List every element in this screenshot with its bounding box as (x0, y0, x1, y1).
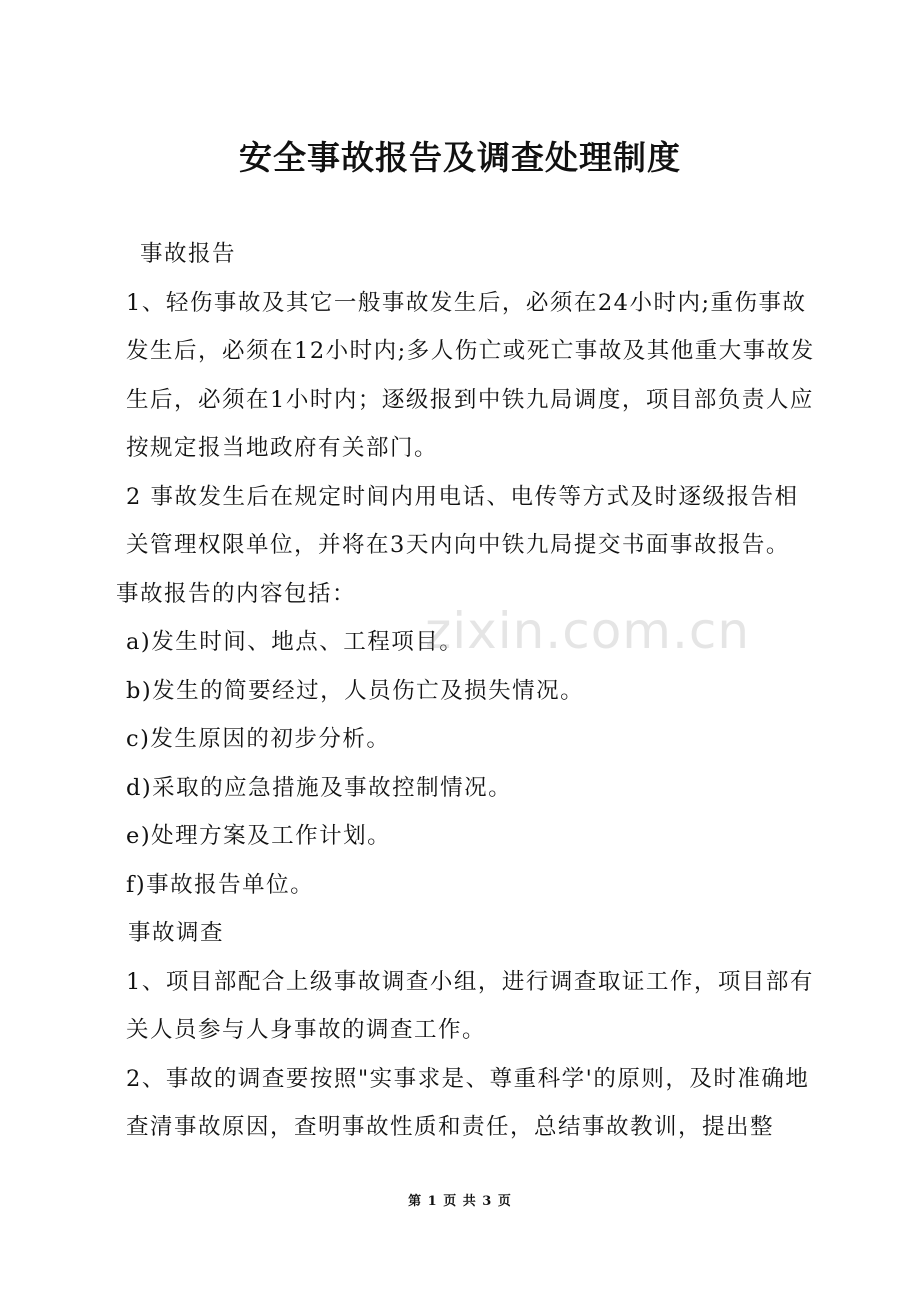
list-item-d: d)采取的应急措施及事故控制情况。 (126, 774, 513, 801)
watermark: zixin.com.cn (425, 602, 751, 660)
document-title: 安全事故报告及调查处理制度 (239, 138, 681, 177)
list-item-f: f)事故报告单位。 (126, 871, 315, 898)
list-item-c: c)发生原因的初步分析。 (126, 726, 391, 752)
paragraph-report-timing: 1、轻伤事故及其它一般事故发生后，必须在24小时内;重伤事故发生后，必须在12小时内;多人伤亡或死亡事故及其他重大事故发生后，必须在1小时内；逐级报到中铁九局调度，项目部负责人应按规定报当地政府有关部门。 (126, 289, 815, 461)
list-item-a: a)发生时间、地点、工程项目。 (126, 629, 464, 655)
list-item-e: e)处理方案及工作计划。 (126, 823, 392, 849)
paragraph-investigation-principles: 2、事故的调查要按照"实事求是、尊重科学'的原则，及时准确地查清事故原因，查明事故性质和责任，总结事故教训，提出整 (126, 1065, 810, 1140)
page-footer: 第 1 页 共 3 页 (408, 1194, 512, 1209)
section-heading-accident-report: 事故报告 (140, 241, 237, 267)
paragraph-investigation-cooperation: 1、项目部配合上级事故调查小组，进行调查取证工作，项目部有关人员参与人身事故的调查工作。 (126, 968, 814, 1043)
paragraph-report-method: 2 事故发生后在规定时间内用电话、电传等方式及时逐级报告相关管理权限单位，并将在3天内向中铁九局提交书面事故报告。 (126, 483, 799, 558)
section-heading-accident-investigation: 事故调查 (128, 920, 225, 946)
paragraph-report-contents-intro: 事故报告的内容包括： (116, 580, 357, 607)
document-body (116, 230, 816, 1152)
list-item-b: b)发生的简要经过，人员伤亡及损失情况。 (126, 677, 585, 704)
